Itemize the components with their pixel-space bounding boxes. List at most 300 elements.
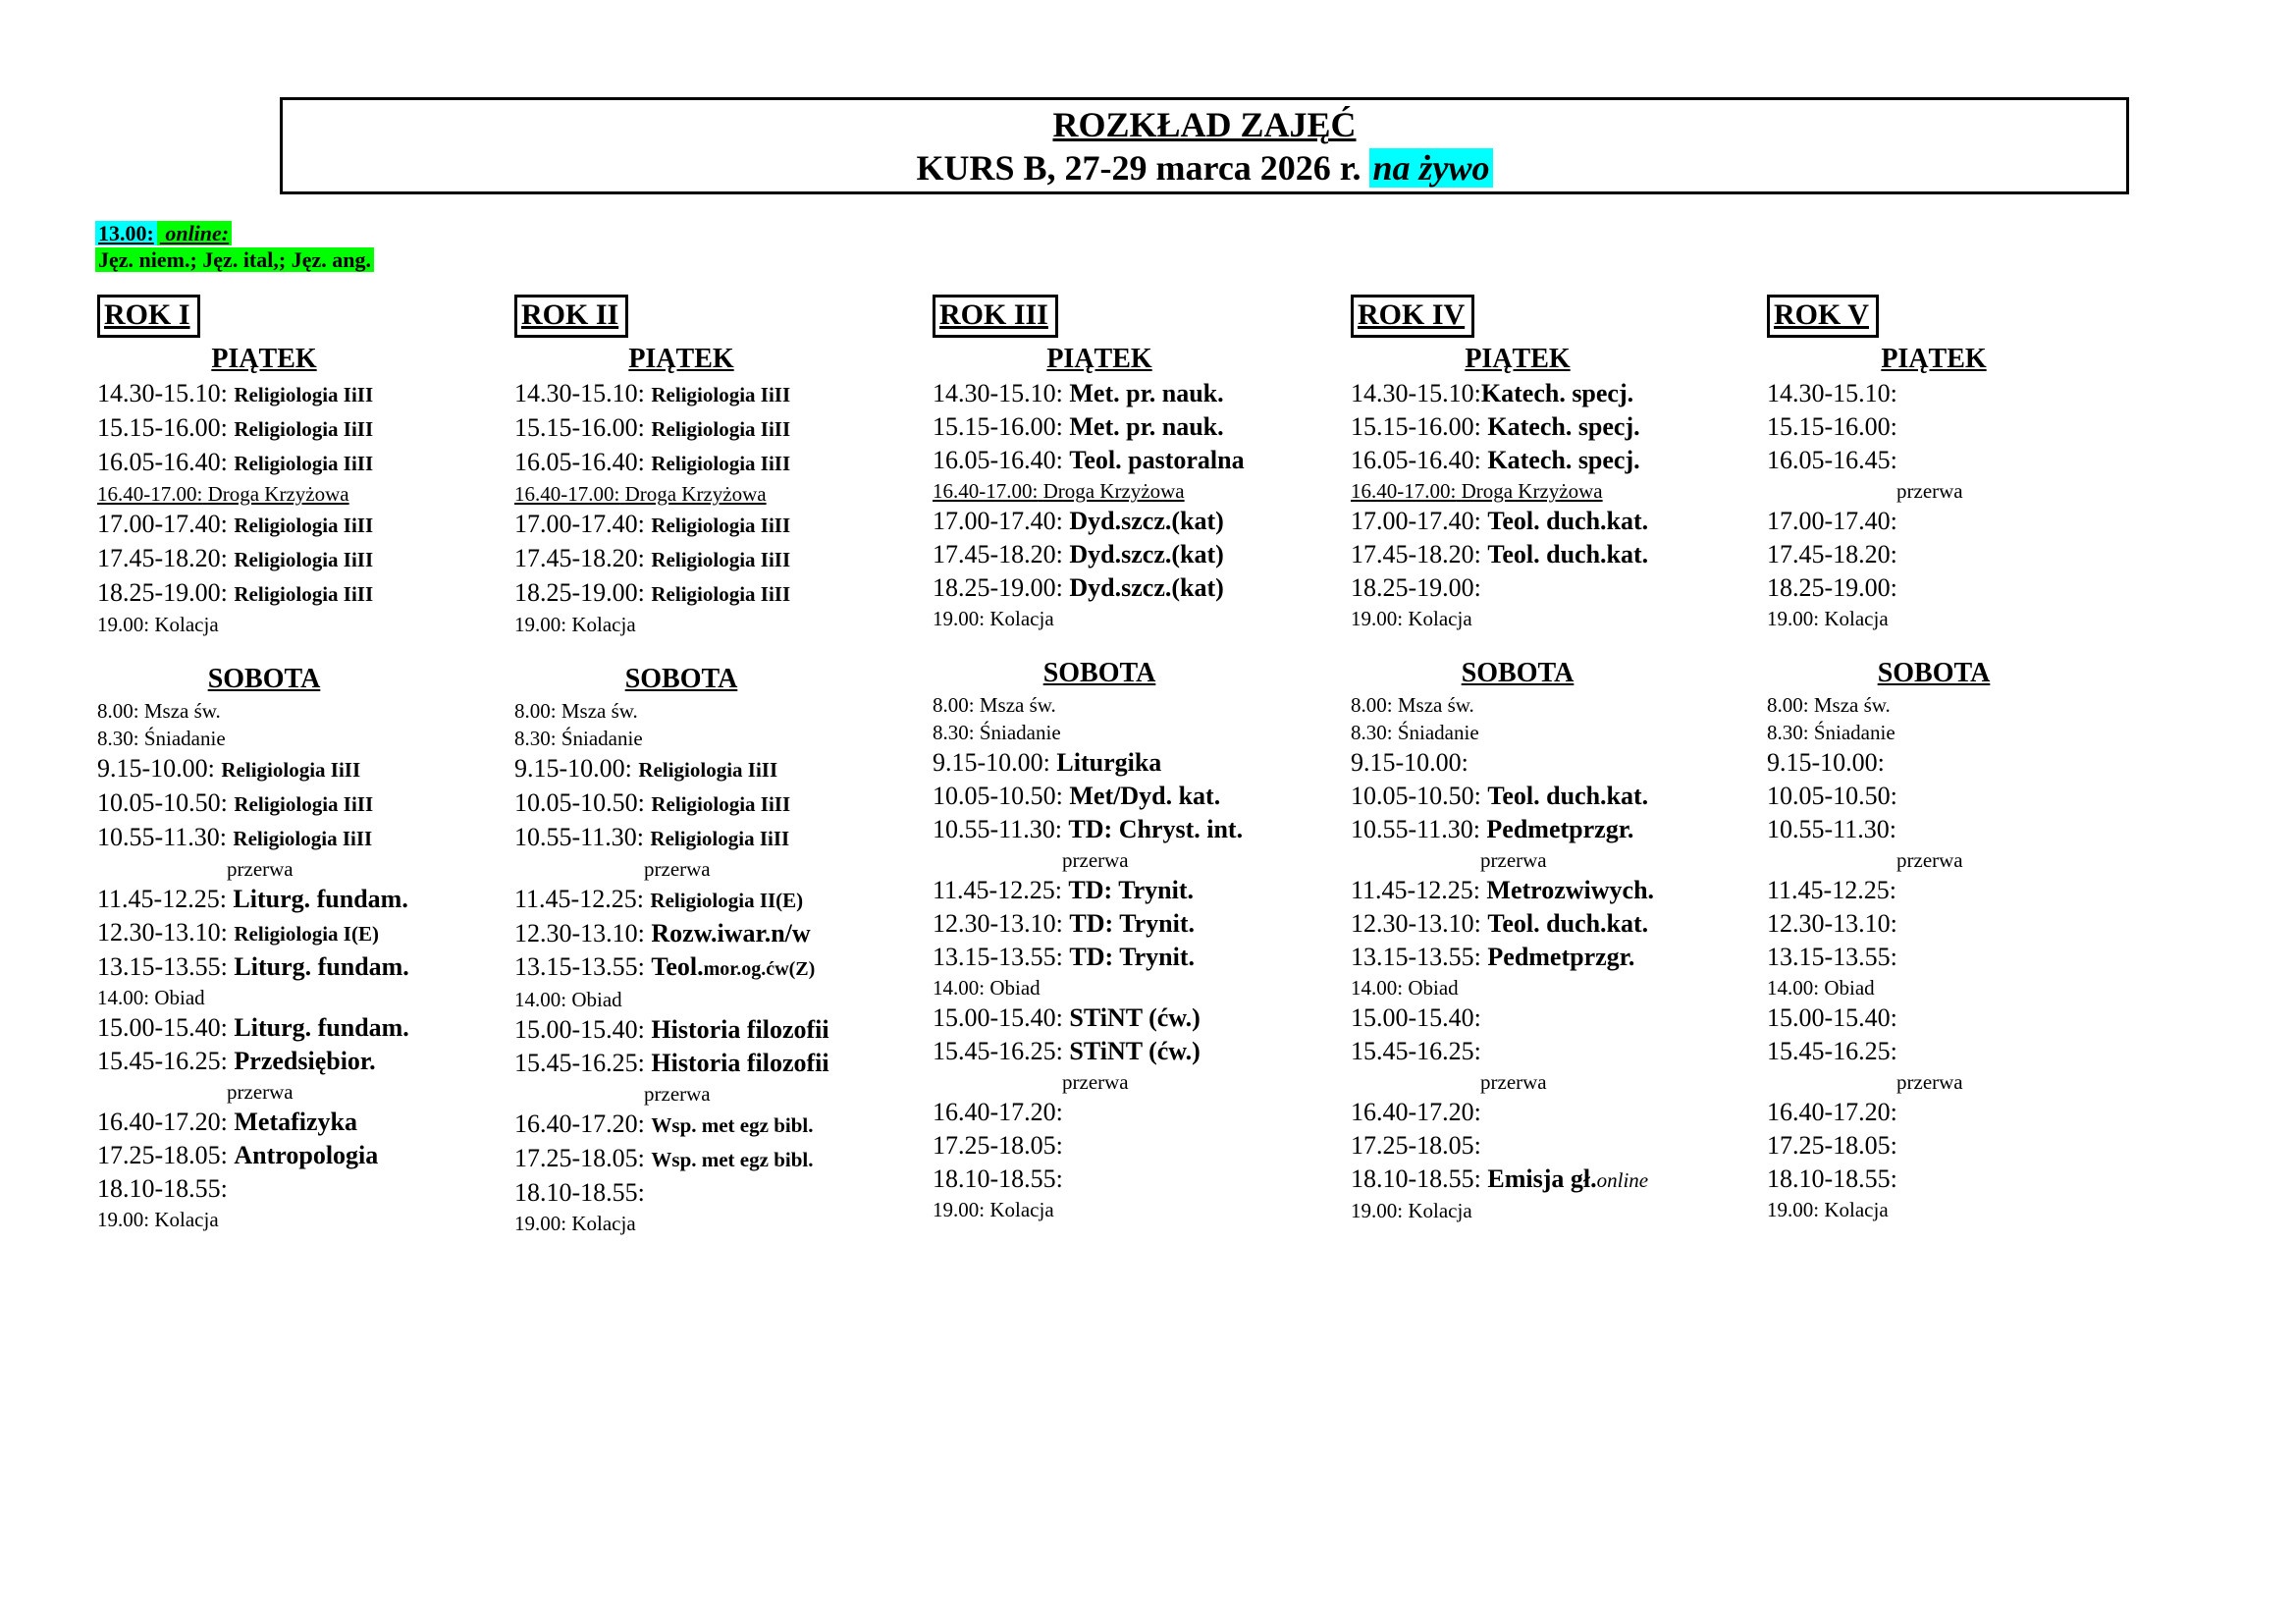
entry-subject: Religiologia IiII [651, 452, 791, 475]
entry-time: 8.30: [1351, 721, 1393, 744]
break-label: przerwa [644, 1082, 711, 1106]
entry-subject: Religiologia IiII [651, 417, 791, 441]
schedule-entry [97, 1011, 519, 1045]
entry-time: 15.45-16.25: [933, 1037, 1063, 1065]
schedule-entry [514, 786, 936, 821]
schedule-entry [1351, 477, 1773, 505]
schedule-entry [97, 697, 519, 725]
rok-column-2 [514, 295, 936, 1237]
entry-subject: Katech. specj. [1487, 446, 1640, 474]
entry-subject: Antropologia [234, 1141, 379, 1169]
entry-time: 16.40-17.00: [97, 482, 203, 506]
entry-time: 10.55-11.30: [514, 823, 644, 851]
schedule-entry [1351, 1068, 1773, 1096]
page-subtitle [283, 146, 2126, 189]
schedule-entry [514, 917, 936, 950]
schedule-entry [514, 446, 936, 480]
page-title [283, 103, 2126, 146]
entry-time: 19.00: [933, 1198, 986, 1221]
entry-subject: Droga Krzyżowa [207, 482, 349, 506]
entry-time: 19.00: [97, 1208, 150, 1231]
entry-time: 19.00: [97, 613, 150, 636]
entry-time: 10.55-11.30: [1351, 815, 1480, 843]
break-label: przerwa [1896, 479, 1963, 503]
entry-subject: Droga Krzyżowa [624, 482, 767, 506]
entry-time: 18.10-18.55: [1351, 1164, 1481, 1193]
entry-subject: Śniadanie [979, 721, 1061, 744]
entry-subject: Religiologia IiII [234, 792, 374, 816]
entry-time: 15.15-16.00: [97, 413, 228, 442]
entry-time: 14.00: [97, 986, 150, 1009]
schedule-entry [933, 846, 1355, 874]
entry-time: 11.45-12.25: [1351, 876, 1480, 904]
entry-subject: Religiologia IiII [650, 827, 790, 850]
entry-time: 15.45-16.25: [1767, 1037, 1897, 1065]
entry-subject: Religiologia IiII [234, 582, 374, 606]
schedule-entry [933, 605, 1355, 632]
entry-subject: TD: Trynit. [1069, 943, 1195, 971]
entry-time: 12.30-13.10: [1351, 909, 1481, 938]
entry-time: 16.40-17.20: [1351, 1098, 1481, 1126]
entry-time: 9.15-10.00: [933, 748, 1050, 777]
rok-column-1 [97, 295, 519, 1233]
schedule-entry [1767, 477, 2189, 505]
schedule-entry [514, 1080, 936, 1108]
schedule-entry [514, 752, 936, 786]
entry-subject: Liturg. fundam. [233, 885, 408, 913]
entry-time: 11.45-12.25: [97, 885, 227, 913]
schedule-entry [1351, 605, 1773, 632]
schedule-entry [1351, 1163, 1773, 1197]
schedule-entry [514, 950, 936, 986]
note-time: 13.00: [95, 221, 157, 245]
schedule-entry [1767, 410, 2189, 444]
entry-time: 16.05-16.40: [1351, 446, 1481, 474]
break-label: przerwa [1480, 1070, 1547, 1094]
entry-subject: TD: Trynit. [1069, 909, 1195, 938]
entry-time: 17.45-18.20: [1351, 540, 1481, 568]
break-label: przerwa [1896, 848, 1963, 872]
entry-time: 10.05-10.50: [97, 788, 228, 817]
schedule-entry [514, 725, 936, 752]
entry-subject: Kolacja [154, 1208, 219, 1231]
schedule-entry [97, 855, 519, 883]
schedule-entry [1767, 691, 2189, 719]
entry-subject: Met. pr. nauk. [1069, 412, 1224, 441]
entry-subject: Religiologia IiII [221, 758, 361, 782]
schedule-entry [933, 377, 1355, 410]
schedule-entry [933, 941, 1355, 974]
entry-time: 17.25-18.05: [1767, 1131, 1897, 1160]
entry-time: 14.30-15.10: [97, 379, 228, 407]
entry-time: 10.05-10.50: [933, 782, 1063, 810]
schedule-entry [514, 1013, 936, 1047]
note-online-label: online: [157, 221, 232, 245]
entry-time: 17.00-17.40: [514, 510, 645, 538]
schedule-entry [1767, 1129, 2189, 1163]
entry-subject: Dyd.szcz.(kat) [1069, 540, 1224, 568]
schedule-entry [514, 855, 936, 883]
entry-time: 10.05-10.50: [1351, 782, 1481, 810]
schedule-entry [97, 446, 519, 480]
entry-time: 17.45-18.20: [1767, 540, 1897, 568]
entry-subject: Kolacja [1408, 1199, 1472, 1222]
day-header: PIĄTEK [211, 344, 317, 374]
break-label: przerwa [1896, 1070, 1963, 1094]
rok-label: ROK III [933, 295, 1058, 338]
note-languages: Jęz. niem.; Jęz. ital,; Jęz. ang. [95, 247, 374, 272]
entry-time: 14.00: [1767, 976, 1820, 1000]
entry-time: 18.25-19.00: [1767, 573, 1897, 602]
entry-time: 13.15-13.55: [1767, 943, 1897, 971]
schedule-entry [1767, 1068, 2189, 1096]
schedule-entry [1767, 907, 2189, 941]
entry-time: 10.05-10.50: [1767, 782, 1897, 810]
entry-time: 11.45-12.25: [514, 885, 644, 913]
entry-time: 17.00-17.40: [933, 507, 1063, 535]
entry-time: 18.10-18.55: [97, 1174, 228, 1203]
entry-subject: Religiologia IiII [234, 383, 374, 406]
entry-time: 15.45-16.25: [514, 1049, 645, 1077]
entry-subject: Wsp. met egz bibl. [651, 1148, 814, 1171]
entry-time: 19.00: [1351, 607, 1404, 630]
entry-subject: Obiad [989, 976, 1041, 1000]
entry-time: 13.15-13.55: [1351, 943, 1481, 971]
entry-time: 10.55-11.30: [1767, 815, 1896, 843]
entry-time: 17.25-18.05: [1351, 1131, 1481, 1160]
schedule-entry [1351, 1096, 1773, 1129]
day-header: PIĄTEK [1881, 344, 1987, 374]
day-header: SOBOTA [1042, 658, 1156, 688]
entry-subject: Historia filozofii [651, 1049, 829, 1077]
entry-time: 18.25-19.00: [514, 578, 645, 607]
schedule-entry [1767, 846, 2189, 874]
entry-time: 15.00-15.40: [1767, 1003, 1897, 1032]
entry-subject-detail: mor.og.ćw(Z) [703, 958, 816, 980]
break-label: przerwa [1062, 848, 1129, 872]
entry-subject: Religiologia IiII [234, 452, 374, 475]
schedule-entry [97, 883, 519, 916]
schedule-entry [933, 874, 1355, 907]
entry-time: 14.00: [933, 976, 986, 1000]
entry-subject: Religiologia IiII [233, 827, 373, 850]
online-note-line1 [95, 220, 374, 246]
entry-subject: Dyd.szcz.(kat) [1069, 507, 1224, 535]
schedule-entry [1351, 974, 1773, 1001]
entry-subject: Rozw.iwar.n/w [651, 919, 811, 947]
entry-subject: TD: Chryst. int. [1068, 815, 1244, 843]
schedule-entry [1767, 538, 2189, 571]
schedule-entry [97, 752, 519, 786]
schedule-entry [933, 1068, 1355, 1096]
break-label: przerwa [644, 857, 711, 881]
schedule-entry [1767, 605, 2189, 632]
schedule-entry [1351, 907, 1773, 941]
schedule-entry [1767, 1196, 2189, 1223]
page-title-text: ROZKŁAD ZAJĘĆ [1052, 105, 1357, 144]
schedule-entry [1767, 1035, 2189, 1068]
live-badge: na żywo [1369, 148, 1492, 188]
schedule-entry [1767, 746, 2189, 780]
entry-time: 16.40-17.00: [933, 479, 1039, 503]
entry-time: 18.10-18.55: [514, 1178, 645, 1207]
schedule-entry [97, 576, 519, 611]
entry-subject: Pedmetprzgr. [1487, 943, 1635, 971]
entry-time: 9.15-10.00: [1767, 748, 1885, 777]
entry-time: 13.15-13.55: [97, 952, 228, 981]
entry-subject: Religiologia IiII [651, 582, 791, 606]
entry-time: 14.30-15.10: [1767, 379, 1897, 407]
schedule-entry [933, 1096, 1355, 1129]
entry-time: 14.00: [514, 988, 567, 1011]
schedule-entry [514, 576, 936, 611]
schedule-entry [1351, 1001, 1773, 1035]
rok-column-3 [933, 295, 1355, 1223]
entry-time: 17.45-18.20: [514, 544, 645, 572]
schedule-entry [1767, 1096, 2189, 1129]
entry-subject: Teol. duch.kat. [1487, 782, 1649, 810]
entry-subject: Teol. duch.kat. [1487, 540, 1649, 568]
entry-time: 12.30-13.10: [1767, 909, 1897, 938]
entry-subject: Religiologia IiII [651, 792, 791, 816]
entry-subject: Religiologia IiII [651, 383, 791, 406]
break-label: przerwa [1062, 1070, 1129, 1094]
schedule-entry [1767, 813, 2189, 846]
entry-time: 15.45-16.25: [97, 1047, 228, 1075]
schedule-entry [514, 986, 936, 1013]
entry-time: 9.15-10.00: [1351, 748, 1468, 777]
entry-subject: Śniadanie [1397, 721, 1479, 744]
schedule-entry [1351, 1197, 1773, 1224]
day-header: PIĄTEK [1465, 344, 1571, 374]
schedule-entry [97, 1206, 519, 1233]
entry-subject: Religiologia I(E) [234, 922, 379, 946]
online-note [95, 220, 374, 273]
schedule-entry [97, 542, 519, 576]
schedule-entry [933, 974, 1355, 1001]
schedule-entry [97, 1045, 519, 1078]
entry-time: 16.40-17.00: [514, 482, 620, 506]
schedule-entry [1351, 538, 1773, 571]
entry-time: 14.30-15.10: [933, 379, 1063, 407]
rok-label: ROK II [514, 295, 628, 338]
schedule-entry [1351, 874, 1773, 907]
entry-time: 9.15-10.00: [514, 754, 632, 783]
schedule-entry [514, 508, 936, 542]
schedule-entry [1767, 377, 2189, 410]
entry-time: 8.30: [1767, 721, 1809, 744]
entry-subject: Religiologia IiII [651, 514, 791, 537]
schedule-entry [1351, 941, 1773, 974]
entry-subject: Msza św. [1813, 693, 1891, 717]
entry-time: 8.00: [97, 699, 139, 723]
entry-subject: Msza św. [143, 699, 221, 723]
entry-subject: Śniadanie [143, 727, 226, 750]
schedule-entry [933, 1196, 1355, 1223]
entry-time: 8.00: [1351, 693, 1393, 717]
entry-time: 16.40-17.20: [933, 1098, 1063, 1126]
schedule-entry [514, 883, 936, 917]
entry-subject: Kolacja [989, 1198, 1054, 1221]
entry-time: 15.15-16.00: [514, 413, 645, 442]
day-header: SOBOTA [207, 664, 321, 694]
entry-time: 15.00-15.40: [514, 1015, 645, 1044]
schedule-entry [97, 950, 519, 984]
entry-time: 8.00: [1767, 693, 1809, 717]
entry-subject: Przedsiębior. [234, 1047, 376, 1075]
entry-subject: Liturgika [1056, 748, 1162, 777]
schedule-entry [514, 411, 936, 446]
schedule-entry [933, 813, 1355, 846]
entry-time: 15.00-15.40: [97, 1013, 228, 1042]
entry-subject: Emisja gł. [1487, 1164, 1597, 1193]
schedule-entry [933, 1001, 1355, 1035]
entry-subject: Kolacja [1408, 607, 1472, 630]
break-label: przerwa [1480, 848, 1547, 872]
schedule-entry [1767, 444, 2189, 477]
entry-time: 15.15-16.00: [1351, 412, 1481, 441]
entry-subject: Msza św. [979, 693, 1056, 717]
schedule-entry [1351, 505, 1773, 538]
entry-subject: Obiad [571, 988, 622, 1011]
entry-time: 19.00: [514, 1212, 567, 1235]
entry-time: 18.10-18.55: [933, 1164, 1063, 1193]
entry-subject: Metafizyka [234, 1108, 358, 1136]
schedule-entry [933, 410, 1355, 444]
entry-time: 17.25-18.05: [514, 1144, 645, 1172]
entry-subject: Religiologia IiII [651, 548, 791, 571]
entry-time: 8.30: [933, 721, 975, 744]
entry-time: 16.40-17.20: [97, 1108, 228, 1136]
entry-time: 16.40-17.20: [514, 1110, 645, 1138]
rok-column-5 [1767, 295, 2189, 1223]
entry-subject: Historia filozofii [651, 1015, 829, 1044]
schedule-entry [97, 725, 519, 752]
schedule-entry [933, 907, 1355, 941]
entry-subject: Kolacja [989, 607, 1054, 630]
entry-time: 11.45-12.25: [1767, 876, 1896, 904]
schedule-entry [1351, 571, 1773, 605]
entry-time: 19.00: [933, 607, 986, 630]
entry-suffix: online [1596, 1168, 1649, 1192]
schedule-entry [514, 1142, 936, 1176]
schedule-entry [97, 786, 519, 821]
schedule-entry [1767, 1163, 2189, 1196]
schedule-entry [1767, 719, 2189, 746]
entry-subject: Obiad [1408, 976, 1459, 1000]
schedule-entry [1351, 780, 1773, 813]
schedule-entry [1767, 941, 2189, 974]
schedule-entry [1351, 410, 1773, 444]
entry-time: 17.25-18.05: [933, 1131, 1063, 1160]
schedule-entry [97, 821, 519, 855]
entry-subject: Religiologia IiII [234, 417, 374, 441]
schedule-entry [1351, 813, 1773, 846]
schedule-entry [933, 571, 1355, 605]
entry-subject: Religiologia IiII [638, 758, 778, 782]
entry-subject: Obiad [1824, 976, 1875, 1000]
entry-subject: Pedmetprzgr. [1486, 815, 1634, 843]
entry-time: 10.05-10.50: [514, 788, 645, 817]
entry-time: 18.25-19.00: [97, 578, 228, 607]
schedule-entry [1351, 719, 1773, 746]
entry-time: 12.30-13.10: [933, 909, 1063, 938]
entry-time: 13.15-13.55: [933, 943, 1063, 971]
title-box [280, 97, 2129, 194]
entry-time: 15.15-16.00: [933, 412, 1063, 441]
entry-subject: TD: Trynit. [1068, 876, 1195, 904]
day-header: PIĄTEK [1046, 344, 1152, 374]
entry-subject: Religiologia IiII [234, 548, 374, 571]
rok-column-4 [1351, 295, 1773, 1224]
entry-time: 17.00-17.40: [97, 510, 228, 538]
entry-time: 19.00: [1767, 607, 1820, 630]
schedule-entry [1767, 874, 2189, 907]
schedule-entry [933, 746, 1355, 780]
rok-label: ROK IV [1351, 295, 1474, 338]
schedule-entry [1767, 505, 2189, 538]
entry-time: 17.00-17.40: [1351, 507, 1481, 535]
day-header: SOBOTA [1461, 658, 1575, 688]
entry-time: 15.45-16.25: [1351, 1037, 1481, 1065]
entry-subject: Kolacja [571, 1212, 636, 1235]
schedule-entry [1767, 974, 2189, 1001]
entry-subject: Liturg. fundam. [234, 952, 409, 981]
entry-subject: Msza św. [1397, 693, 1474, 717]
entry-time: 16.05-16.40: [514, 448, 645, 476]
schedule-entry [1767, 571, 2189, 605]
entry-subject: Katech. specj. [1487, 412, 1640, 441]
entry-subject: Śniadanie [561, 727, 643, 750]
schedule-entry [97, 1078, 519, 1106]
entry-subject: Droga Krzyżowa [1461, 479, 1603, 503]
schedule-entry [933, 719, 1355, 746]
entry-subject: Obiad [154, 986, 205, 1009]
entry-time: 12.30-13.10: [97, 918, 228, 947]
entry-subject: Teol. [651, 952, 704, 981]
entry-time: 19.00: [514, 613, 567, 636]
entry-time: 16.05-16.40: [97, 448, 228, 476]
schedule-entry [97, 377, 519, 411]
entry-time: 8.30: [514, 727, 557, 750]
schedule-entry [514, 1047, 936, 1080]
entry-subject: Teol. pastoralna [1069, 446, 1245, 474]
entry-subject: Met/Dyd. kat. [1069, 782, 1221, 810]
schedule-entry [933, 477, 1355, 505]
entry-subject: Kolacja [571, 613, 636, 636]
entry-time: 11.45-12.25: [933, 876, 1062, 904]
entry-time: 18.10-18.55: [1767, 1164, 1897, 1193]
entry-subject: Śniadanie [1813, 721, 1896, 744]
entry-time: 16.05-16.40: [933, 446, 1063, 474]
entry-subject: Wsp. met egz bibl. [651, 1113, 814, 1137]
entry-time: 19.00: [1767, 1198, 1820, 1221]
schedule-entry [97, 1139, 519, 1172]
entry-time: 14.00: [1351, 976, 1404, 1000]
schedule-entry [933, 1163, 1355, 1196]
entry-time: 8.30: [97, 727, 139, 750]
entry-time: 10.55-11.30: [97, 823, 227, 851]
schedule-entry [1767, 780, 2189, 813]
entry-time: 8.00: [933, 693, 975, 717]
entry-time: 14.30-15.10: [1351, 379, 1481, 407]
schedule-entry [97, 1106, 519, 1139]
schedule-entry [97, 508, 519, 542]
schedule-entry [514, 697, 936, 725]
entry-time: 14.30-15.10: [514, 379, 645, 407]
schedule-entry [933, 1129, 1355, 1163]
entry-time: 16.40-17.00: [1351, 479, 1457, 503]
